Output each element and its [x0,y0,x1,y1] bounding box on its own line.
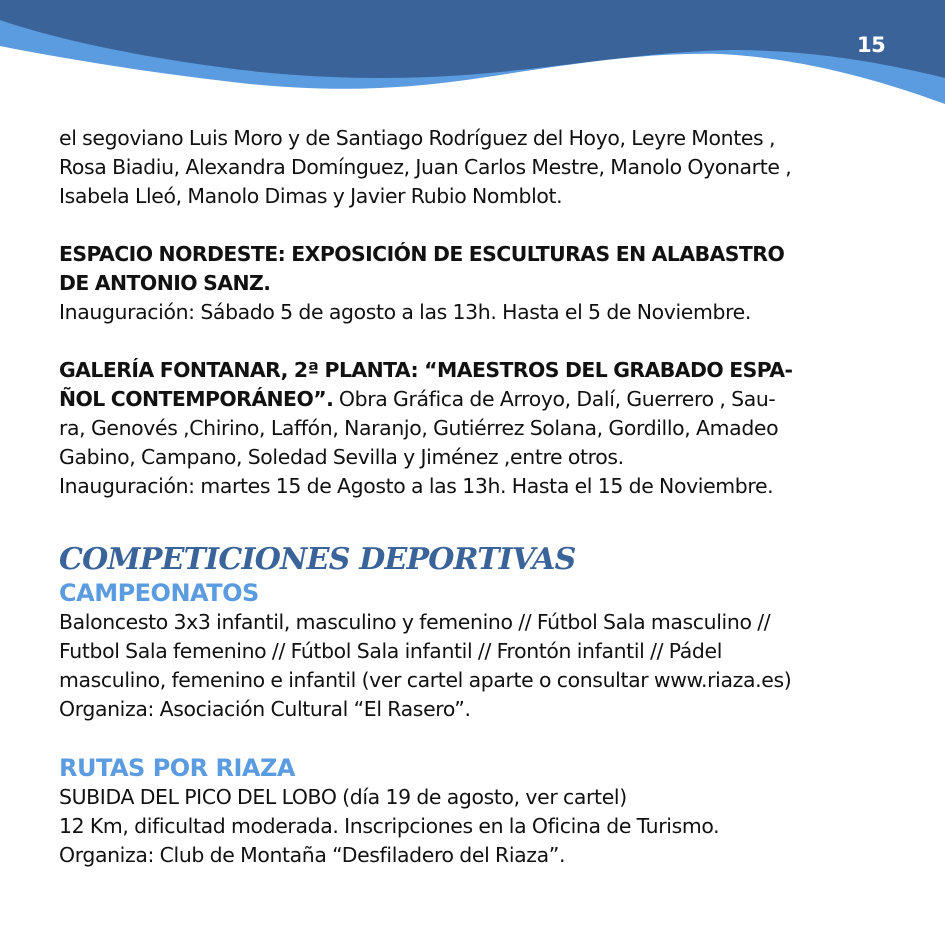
campeonatos-organizer: Organiza: Asociación Cultural “El Rasero”. [59,697,471,721]
galeria-fontanar-section [59,356,899,501]
intro-paragraph [59,124,899,211]
page-number: 15 [857,33,886,57]
competiciones-section [59,542,899,870]
header-wave-decoration [0,0,945,130]
rutas-heading: RUTAS POR RIAZA [59,754,295,782]
campeonatos-line: Baloncesto 3x3 infantil, masculino y femenino // Fútbol Sala masculino // [59,610,771,634]
rutas-organizer: Organiza: Club de Montaña “Desfiladero del Riaza”. [59,843,566,867]
espacio-nordeste-detail: Inauguración: Sábado 5 de agosto a las 13h. Hasta el 5 de Noviembre. [59,300,752,324]
espacio-nordeste-title: DE ANTONIO SANZ. [59,271,271,295]
section-title: COMPETICIONES DEPORTIVAS [59,542,576,577]
intro-line: Isabela Lleó, Manolo Dimas y Javier Rubio Nomblot. [59,184,563,208]
campeonatos-heading: CAMPEONATOS [59,579,259,607]
galeria-fontanar-title: GALERÍA FONTANAR, 2ª PLANTA: “MAESTROS DEL GRABADO ESPA- [59,358,793,382]
galeria-fontanar-artists: Obra Gráfica de Arroyo, Dalí, Guerrero , Sau- [333,387,776,411]
page-content [59,124,899,870]
intro-line: el segoviano Luis Moro y de Santiago Rodríguez del Hoyo, Leyre Montes , [59,126,776,150]
intro-line: Rosa Biadiu, Alexandra Domínguez, Juan Carlos Mestre, Manolo Oyonarte , [59,155,792,179]
espacio-nordeste-title: ESPACIO NORDESTE: EXPOSICIÓN DE ESCULTURAS EN ALABASTRO [59,242,785,266]
galeria-fontanar-line: ra, Genovés ,Chirino, Laffón, Naranjo, Gutiérrez Solana, Gordillo, Amadeo [59,416,779,440]
rutas-line: 12 Km, dificultad moderada. Inscripciones en la Oficina de Turismo. [59,814,720,838]
galeria-fontanar-detail: Inauguración: martes 15 de Agosto a las 13h. Hasta el 15 de Noviembre. [59,474,774,498]
campeonatos-line: Futbol Sala femenino // Fútbol Sala infantil // Frontón infantil // Pádel [59,639,723,663]
rutas-line: SUBIDA DEL PICO DEL LOBO (día 19 de agosto, ver cartel) [59,785,627,809]
espacio-nordeste-section [59,240,899,327]
galeria-fontanar-line: Gabino, Campano, Soledad Sevilla y Jiménez ,entre otros. [59,445,624,469]
galeria-fontanar-title-end: ÑOL CONTEMPORÁNEO”. [59,387,334,411]
galeria-fontanar-line [59,385,899,414]
campeonatos-line: masculino, femenino e infantil (ver cartel aparte o consultar www.riaza.es) [59,668,792,692]
